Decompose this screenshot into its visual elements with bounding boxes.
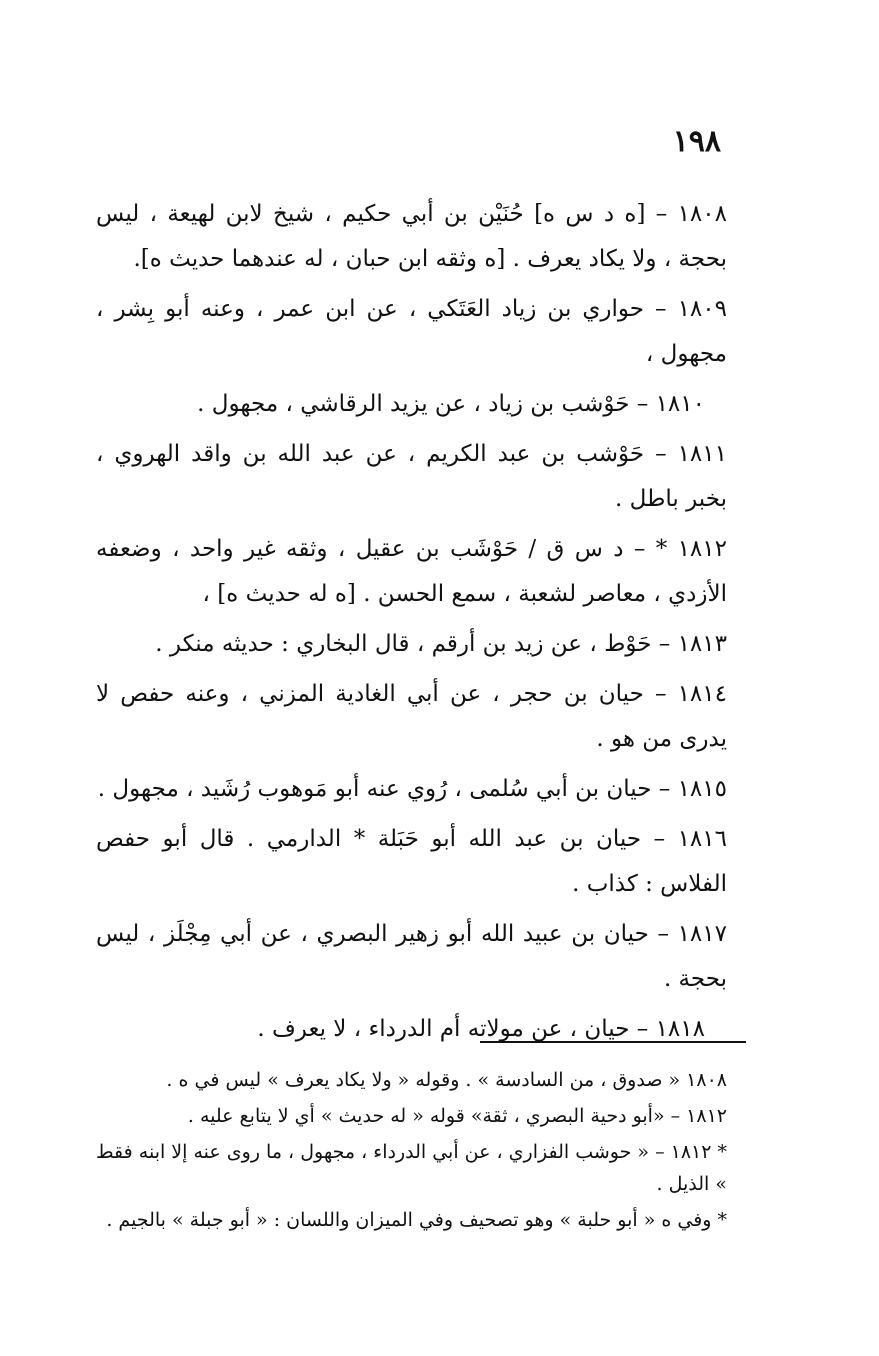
entry-1810: ١٨١٠ – حَوْشب بن زياد ، عن يزيد الرقاشي ، مجهول . [197,391,705,417]
footnote-divider [480,1041,746,1043]
entry-1808: ١٨٠٨ – [ه د س ه] حُنَيْن بن أبي حكيم ، شيخ لابن لهيعة ، ليس بحجة ، ولا يكاد يعرف . [ه وثقه ابن حبان ، له عندهما حديث ه]. [96,201,727,272]
footnotes [96,1064,727,1240]
entry-1811: ١٨١١ – حَوْشب بن عبد الكريم ، عن عبد الله بن واقد الهروي ، بخبر باطل . [96,441,727,512]
entry-1817: ١٨١٧ – حيان بن عبيد الله أبو زهير البصري ، عن أبي مِجْلَز ، ليس بحجة . [96,921,727,992]
entry-1818: ١٨١٨ – حيان ، عن مولاته أم الدرداء ، لا يعرف . [257,1016,705,1042]
footnote-1812-star: * ١٨١٢ – « حوشب الفزاري ، عن أبي الدرداء ، مجهول ، ما روى عنه إلا ابنه فقط » الذيل . [96,1141,727,1195]
footnote-1812: ١٨١٢ – «أبو دحية البصري ، ثقة» قوله « له حديث » أي لا يتابع عليه . [187,1105,727,1127]
entry-1813: ١٨١٣ – حَوْط ، عن زيد بن أرقم ، قال البخاري : حديثه منكر . [155,631,727,657]
entries-list [96,192,727,1057]
page-number: ١٩٨ [672,124,721,159]
entry-1809: ١٨٠٩ – حواري بن زياد العَتَكي ، عن ابن عمر ، وعنه أبو بِشر ، مجهول ، [96,296,727,367]
entry-1812: ١٨١٢ * – د س ق / حَوْشَب بن عقيل ، وثقه غير واحد ، وضعفه الأزدي ، معاصر لشعبة ، سمع الحسن . [ه له حديث ه] ، [96,536,727,607]
entry-1815: ١٨١٥ – حيان بن أبي سُلمى ، رُوي عنه أبو مَوهوب رُشَيد ، مجهول . [97,776,727,802]
entry-1816: ١٨١٦ – حيان بن عبد الله أبو حَبَلة * الدارمي . قال أبو حفص الفلاس : كذاب . [96,826,727,897]
entry-1814: ١٨١٤ – حيان بن حجر ، عن أبي الغادية المزني ، وعنه حفص لا يدرى من هو . [96,681,727,752]
footnote-1816-star: * وفي ه « أبو حلبة » وهو تصحيف وفي الميزان واللسان : « أبو جبلة » بالجيم . [106,1209,727,1231]
footnote-1808: ١٨٠٨ « صدوق ، من السادسة » . وقوله « ولا يكاد يعرف » ليس في ه . [166,1069,727,1091]
